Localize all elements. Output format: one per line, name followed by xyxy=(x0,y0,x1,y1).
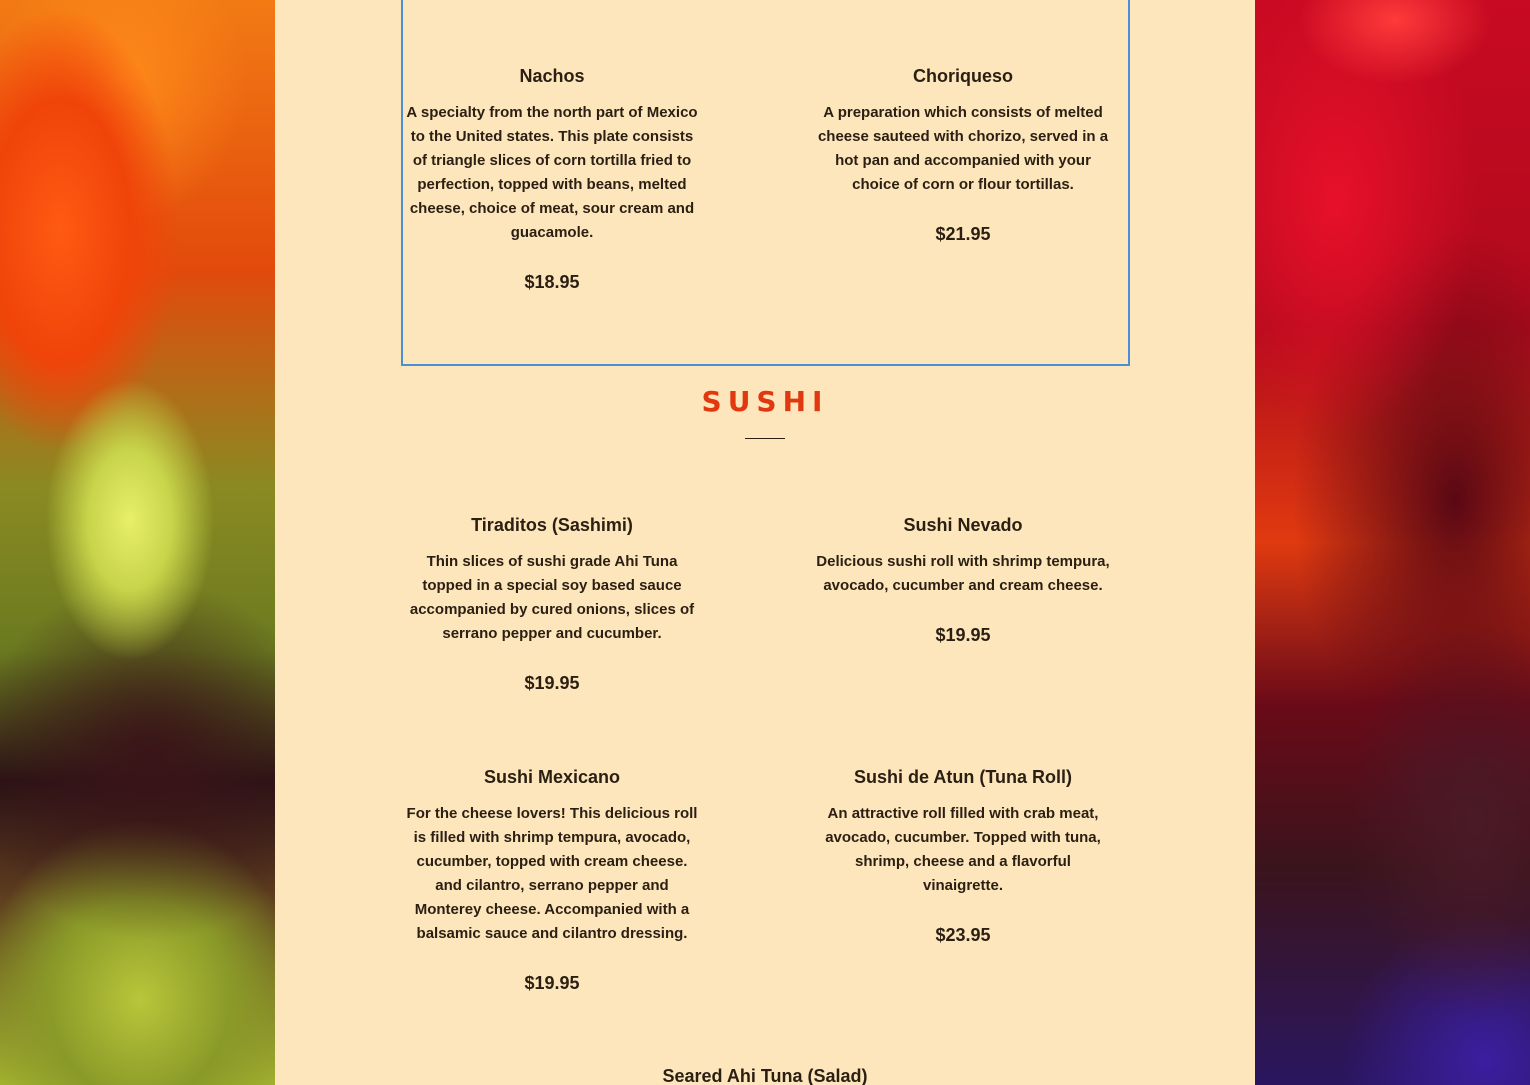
item-name: Sushi Mexicano xyxy=(483,767,621,787)
item-price: $23.95 xyxy=(935,925,991,945)
item-name: Tiraditos (Sashimi) xyxy=(471,515,633,535)
item-price: $19.95 xyxy=(524,973,580,993)
item-name: Sushi Nevado xyxy=(903,515,1023,535)
item-name: Nachos xyxy=(519,66,585,86)
item-description: Thin slices of sushi grade Ahi Tuna topped in a special soy based sauce accompanied by cured onions, slices of serrano pepper and cucumber. xyxy=(409,553,695,642)
menu-item-choriqueso xyxy=(813,64,1113,246)
item-name: Sushi de Atun (Tuna Roll) xyxy=(854,767,1072,787)
item-name: Choriqueso xyxy=(912,66,1013,86)
menu-content-strip xyxy=(275,0,1255,1085)
item-description: For the cheese lovers! This delicious roll is filled with shrimp tempura, avocado, cucumber, topped with cream cheese. and cilantro, serrano pepper and Monterey cheese. Accompanied with a balsamic sauce and cilantro dressing. xyxy=(406,805,698,942)
menu-item-sushi-mexicano xyxy=(402,765,702,995)
menu-item-sushi-de-atun xyxy=(813,765,1113,947)
item-description: An attractive roll filled with crab meat, avocado, cucumber. Topped with tuna, shrimp, cheese and a flavorful vinaigrette. xyxy=(825,805,1101,894)
section-title-sushi: SUSHI xyxy=(701,385,829,418)
menu-item-sushi-nevado xyxy=(813,513,1113,647)
menu-item-nachos xyxy=(402,64,702,294)
item-description: A preparation which consists of melted cheese sauteed with chorizo, served in a hot pan and accompanied with your choice of corn or flour tortillas. xyxy=(817,104,1109,193)
item-price: $18.95 xyxy=(524,272,580,292)
menu-item-tiraditos xyxy=(402,513,702,695)
item-name: Seared Ahi Tuna (Salad) xyxy=(662,1066,868,1085)
background-image-right xyxy=(1255,0,1530,1085)
item-price: $21.95 xyxy=(935,224,991,244)
menu-item-seared-ahi-tuna xyxy=(615,1064,915,1085)
section-title-divider xyxy=(745,438,785,439)
item-description: Delicious sushi roll with shrimp tempura, avocado, cucumber and cream cheese. xyxy=(816,553,1110,594)
item-price: $19.95 xyxy=(524,673,580,693)
item-description: A specialty from the north part of Mexico to the United states. This plate consists of triangle slices of corn tortilla fried to perfection, topped with beans, melted cheese, choice of meat, sour cream and guacamole. xyxy=(406,104,698,241)
item-price: $19.95 xyxy=(935,625,991,645)
background-image-left xyxy=(0,0,275,1085)
